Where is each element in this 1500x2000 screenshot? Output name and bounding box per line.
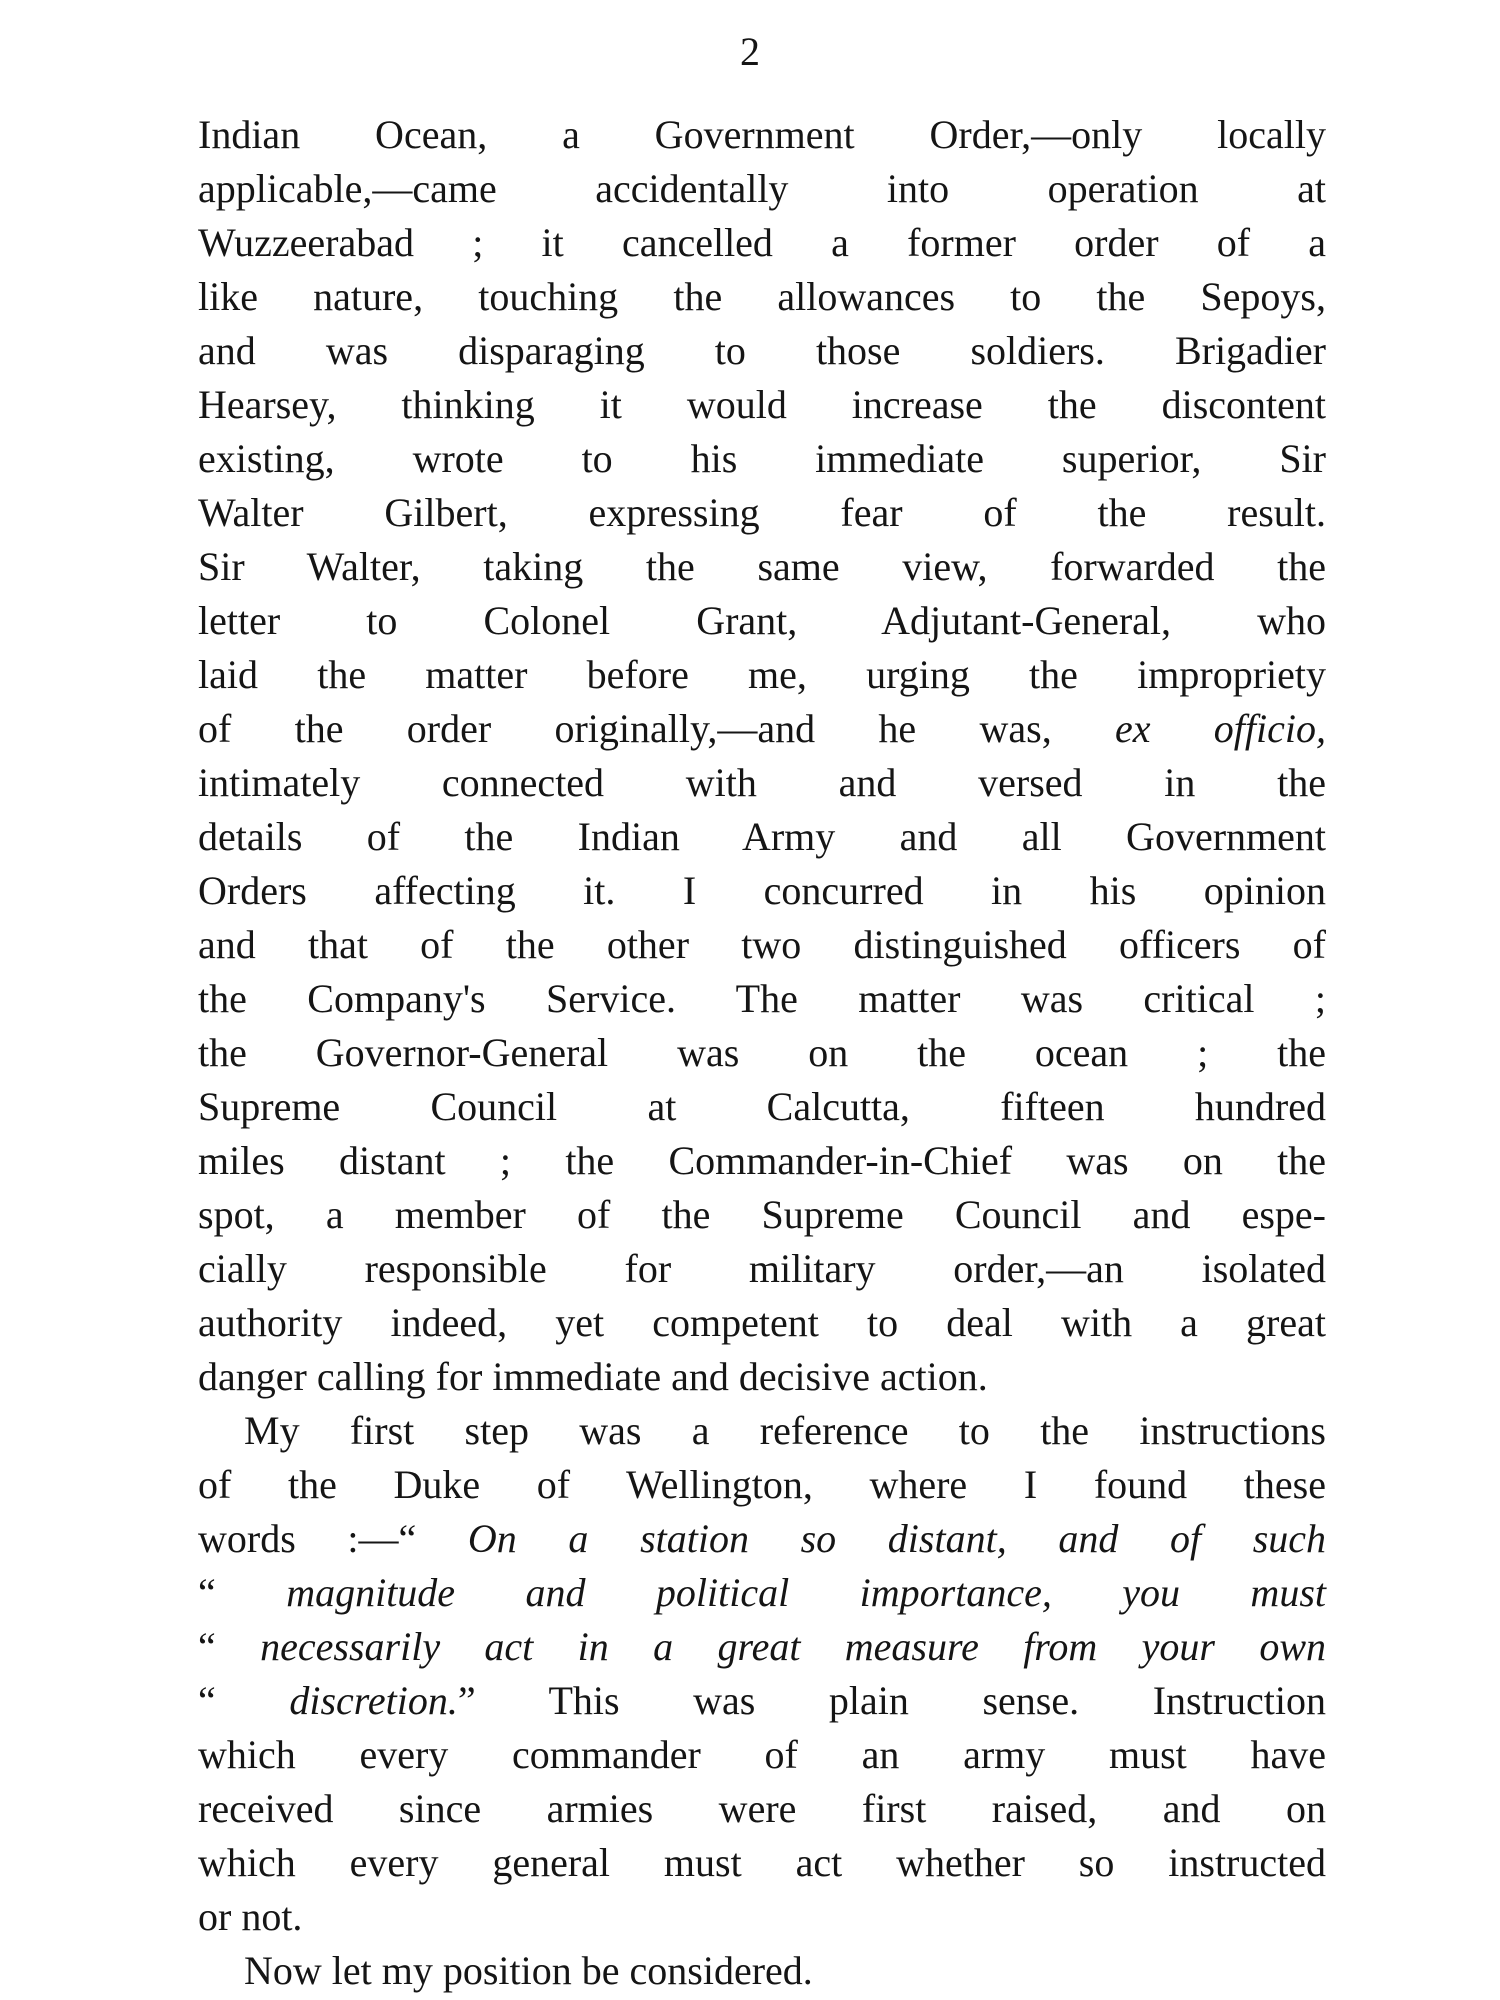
text-line: miles distant ; the Commander-in-Chief was on the — [198, 1138, 1326, 1183]
italic-text: On a station so distant, and of such — [467, 1516, 1327, 1561]
text-line: the Governor-General was on the ocean ; the — [198, 1030, 1326, 1075]
text-line: details of the Indian Army and all Government — [198, 814, 1326, 859]
text-line: received since armies were first raised, and on — [198, 1786, 1326, 1831]
text-line: spot, a member of the Supreme Council and espe- — [198, 1192, 1326, 1237]
text-line: Wuzzeerabad ; it cancelled a former order of a — [198, 220, 1326, 265]
page-number: 2 — [740, 29, 760, 74]
text-line: intimately connected with and versed in the — [198, 760, 1326, 805]
text-line: authority indeed, yet competent to deal with a great — [198, 1300, 1326, 1345]
text-line: and that of the other two distinguished officers of — [198, 922, 1326, 967]
text-line — [198, 1674, 1326, 1728]
text-line: letter to Colonel Grant, Adjutant-General, who — [198, 598, 1326, 643]
quote-mark: “ — [198, 1624, 216, 1669]
quote-mark: “ — [198, 1678, 216, 1723]
italic-text: ex officio, — [1115, 706, 1327, 751]
paragraph-3 — [198, 1944, 1326, 1998]
quote-mark: “ — [198, 1570, 216, 1615]
text-line — [198, 1512, 1326, 1566]
text-run: of the order originally,—and he was, — [198, 706, 1052, 751]
text-line — [198, 702, 1326, 756]
text-line: Supreme Council at Calcutta, fifteen hundred — [198, 1084, 1326, 1129]
text-line: cially responsible for military order,—an isolated — [198, 1246, 1326, 1291]
text-line: the Company's Service. The matter was critical ; — [198, 976, 1326, 1021]
text-run: ” This was plain sense. Instruction — [457, 1678, 1326, 1723]
text-line: Orders affecting it. I concurred in his opinion — [198, 868, 1326, 913]
text-line: danger calling for immediate and decisive action. — [198, 1354, 988, 1399]
text-line: applicable,—came accidentally into operation at — [198, 166, 1326, 211]
text-line: My first step was a reference to the instructions — [244, 1408, 1326, 1453]
text-line — [198, 1620, 1326, 1674]
text-line: Walter Gilbert, expressing fear of the result. — [198, 490, 1326, 535]
body-text — [198, 108, 1326, 1998]
text-line: which every general must act whether so instructed — [198, 1840, 1326, 1885]
text-line: Indian Ocean, a Government Order,—only locally — [198, 112, 1326, 157]
paragraph-2 — [198, 1404, 1326, 1944]
italic-text: necessarily act in a great measure from your own — [260, 1624, 1326, 1669]
text-line — [198, 1566, 1326, 1620]
paragraph-1 — [198, 108, 1326, 1404]
text-line: which every commander of an army must have — [198, 1732, 1326, 1777]
text-line: Sir Walter, taking the same view, forwarded the — [198, 544, 1326, 589]
text-line: existing, wrote to his immediate superior, Sir — [198, 436, 1326, 481]
text-line: Hearsey, thinking it would increase the discontent — [198, 382, 1326, 427]
text-line: Now let my position be considered. — [244, 1948, 813, 1993]
text-line: of the Duke of Wellington, where I found these — [198, 1462, 1326, 1507]
italic-text: magnitude and political importance, you must — [286, 1570, 1326, 1615]
text-line: or not. — [198, 1894, 303, 1939]
text-line: and was disparaging to those soldiers. Brigadier — [198, 328, 1326, 373]
text-run: words :—“ — [198, 1516, 417, 1561]
text-line: laid the matter before me, urging the impropriety — [198, 652, 1326, 697]
italic-text: discretion. — [289, 1678, 458, 1723]
text-line: like nature, touching the allowances to the Sepoys, — [198, 274, 1326, 319]
